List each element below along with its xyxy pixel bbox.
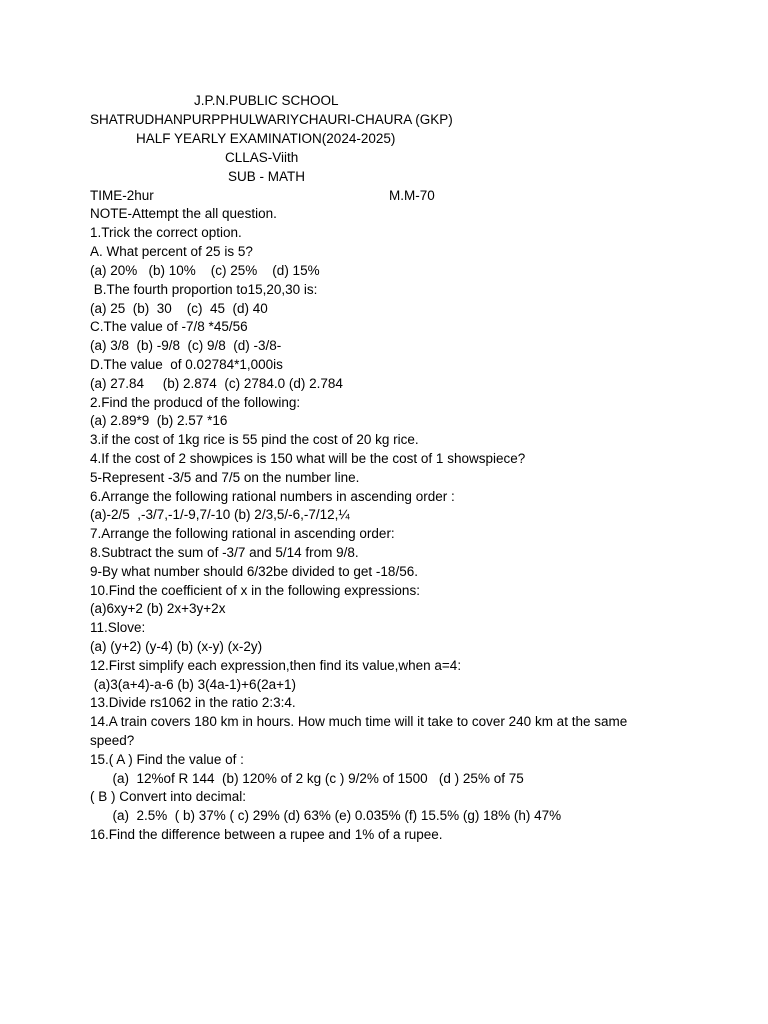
question-line: (a) 27.84 (b) 2.874 (c) 2784.0 (d) 2.784 <box>90 376 343 391</box>
question-line: A. What percent of 25 is 5? <box>90 244 253 259</box>
subject-label: SUB - MATH <box>228 169 305 184</box>
max-marks-label: M.M-70 <box>389 188 435 203</box>
question-line: (a) 25 (b) 30 (c) 45 (d) 40 <box>90 301 268 316</box>
question-line: (a)-2/5 ,-3/7,-1/-9,7/-10 (b) 2/3,5/-6,-7/12,¼ <box>90 507 350 522</box>
question-line: 4.If the cost of 2 showpices is 150 what will be the cost of 1 showspiece? <box>90 451 526 466</box>
question-line: B.The fourth proportion to15,20,30 is: <box>90 282 318 297</box>
class-label: CLLAS-Viith <box>225 150 299 165</box>
question-line: 12.First simplify each expression,then find its value,when a=4: <box>90 658 462 673</box>
question-line: 7.Arrange the following rational in ascending order: <box>90 526 395 541</box>
exam-title: HALF YEARLY EXAMINATION(2024-2025) <box>136 131 396 146</box>
question-line: 11.Slove: <box>90 620 146 635</box>
question-line: (a) (y+2) (y-4) (b) (x-y) (x-2y) <box>90 639 263 654</box>
question-line: D.The value of 0.02784*1,000is <box>90 357 283 372</box>
question-line: 6.Arrange the following rational numbers in ascending order : <box>90 489 455 504</box>
exam-note: NOTE-Attempt the all question. <box>90 206 277 221</box>
question-line: 2.Find the producd of the following: <box>90 395 301 410</box>
question-line: (a) 3/8 (b) -9/8 (c) 9/8 (d) -3/8- <box>90 338 282 353</box>
time-label: TIME-2hur <box>90 188 154 203</box>
school-name: J.P.N.PUBLIC SCHOOL <box>194 93 339 108</box>
question-line: (a)3(a+4)-a-6 (b) 3(4a-1)+6(2a+1) <box>90 677 296 692</box>
question-line: (a) 2.5% ( b) 37% ( c) 29% (d) 63% (e) 0.035% (f) 15.5% (g) 18% (h) 47% <box>90 808 562 823</box>
question-line: 13.Divide rs1062 in the ratio 2:3:4. <box>90 695 296 710</box>
question-line: 16.Find the difference between a rupee and 1% of a rupee. <box>90 827 443 842</box>
question-line: 10.Find the coefficient of x in the following expressions: <box>90 583 420 598</box>
question-line: (a)6xy+2 (b) 2x+3y+2x <box>90 601 226 616</box>
question-line: ( B ) Convert into decimal: <box>90 789 247 804</box>
question-line: (a) 2.89*9 (b) 2.57 *16 <box>90 413 228 428</box>
question-line: 15.( A ) Find the value of : <box>90 752 244 767</box>
question-line: speed? <box>90 733 135 748</box>
question-line: 14.A train covers 180 km in hours. How much time will it take to cover 240 km at the same <box>90 714 628 729</box>
question-line: 1.Trick the correct option. <box>90 225 242 240</box>
question-line: 9-By what number should 6/32be divided to get -18/56. <box>90 564 418 579</box>
question-line: C.The value of -7/8 *45/56 <box>90 319 248 334</box>
question-line: 8.Subtract the sum of -3/7 and 5/14 from 9/8. <box>90 545 359 560</box>
question-line: (a) 12%of R 144 (b) 120% of 2 kg (c ) 9/2% of 1500 (d ) 25% of 75 <box>90 771 524 786</box>
question-line: (a) 20% (b) 10% (c) 25% (d) 15% <box>90 263 320 278</box>
question-line: 5-Represent -3/5 and 7/5 on the number line. <box>90 470 360 485</box>
school-address: SHATRUDHANPURPPHULWARIYCHAURI-CHAURA (GKP) <box>90 112 453 127</box>
question-line: 3.if the cost of 1kg rice is 55 pind the cost of 20 kg rice. <box>90 432 419 447</box>
